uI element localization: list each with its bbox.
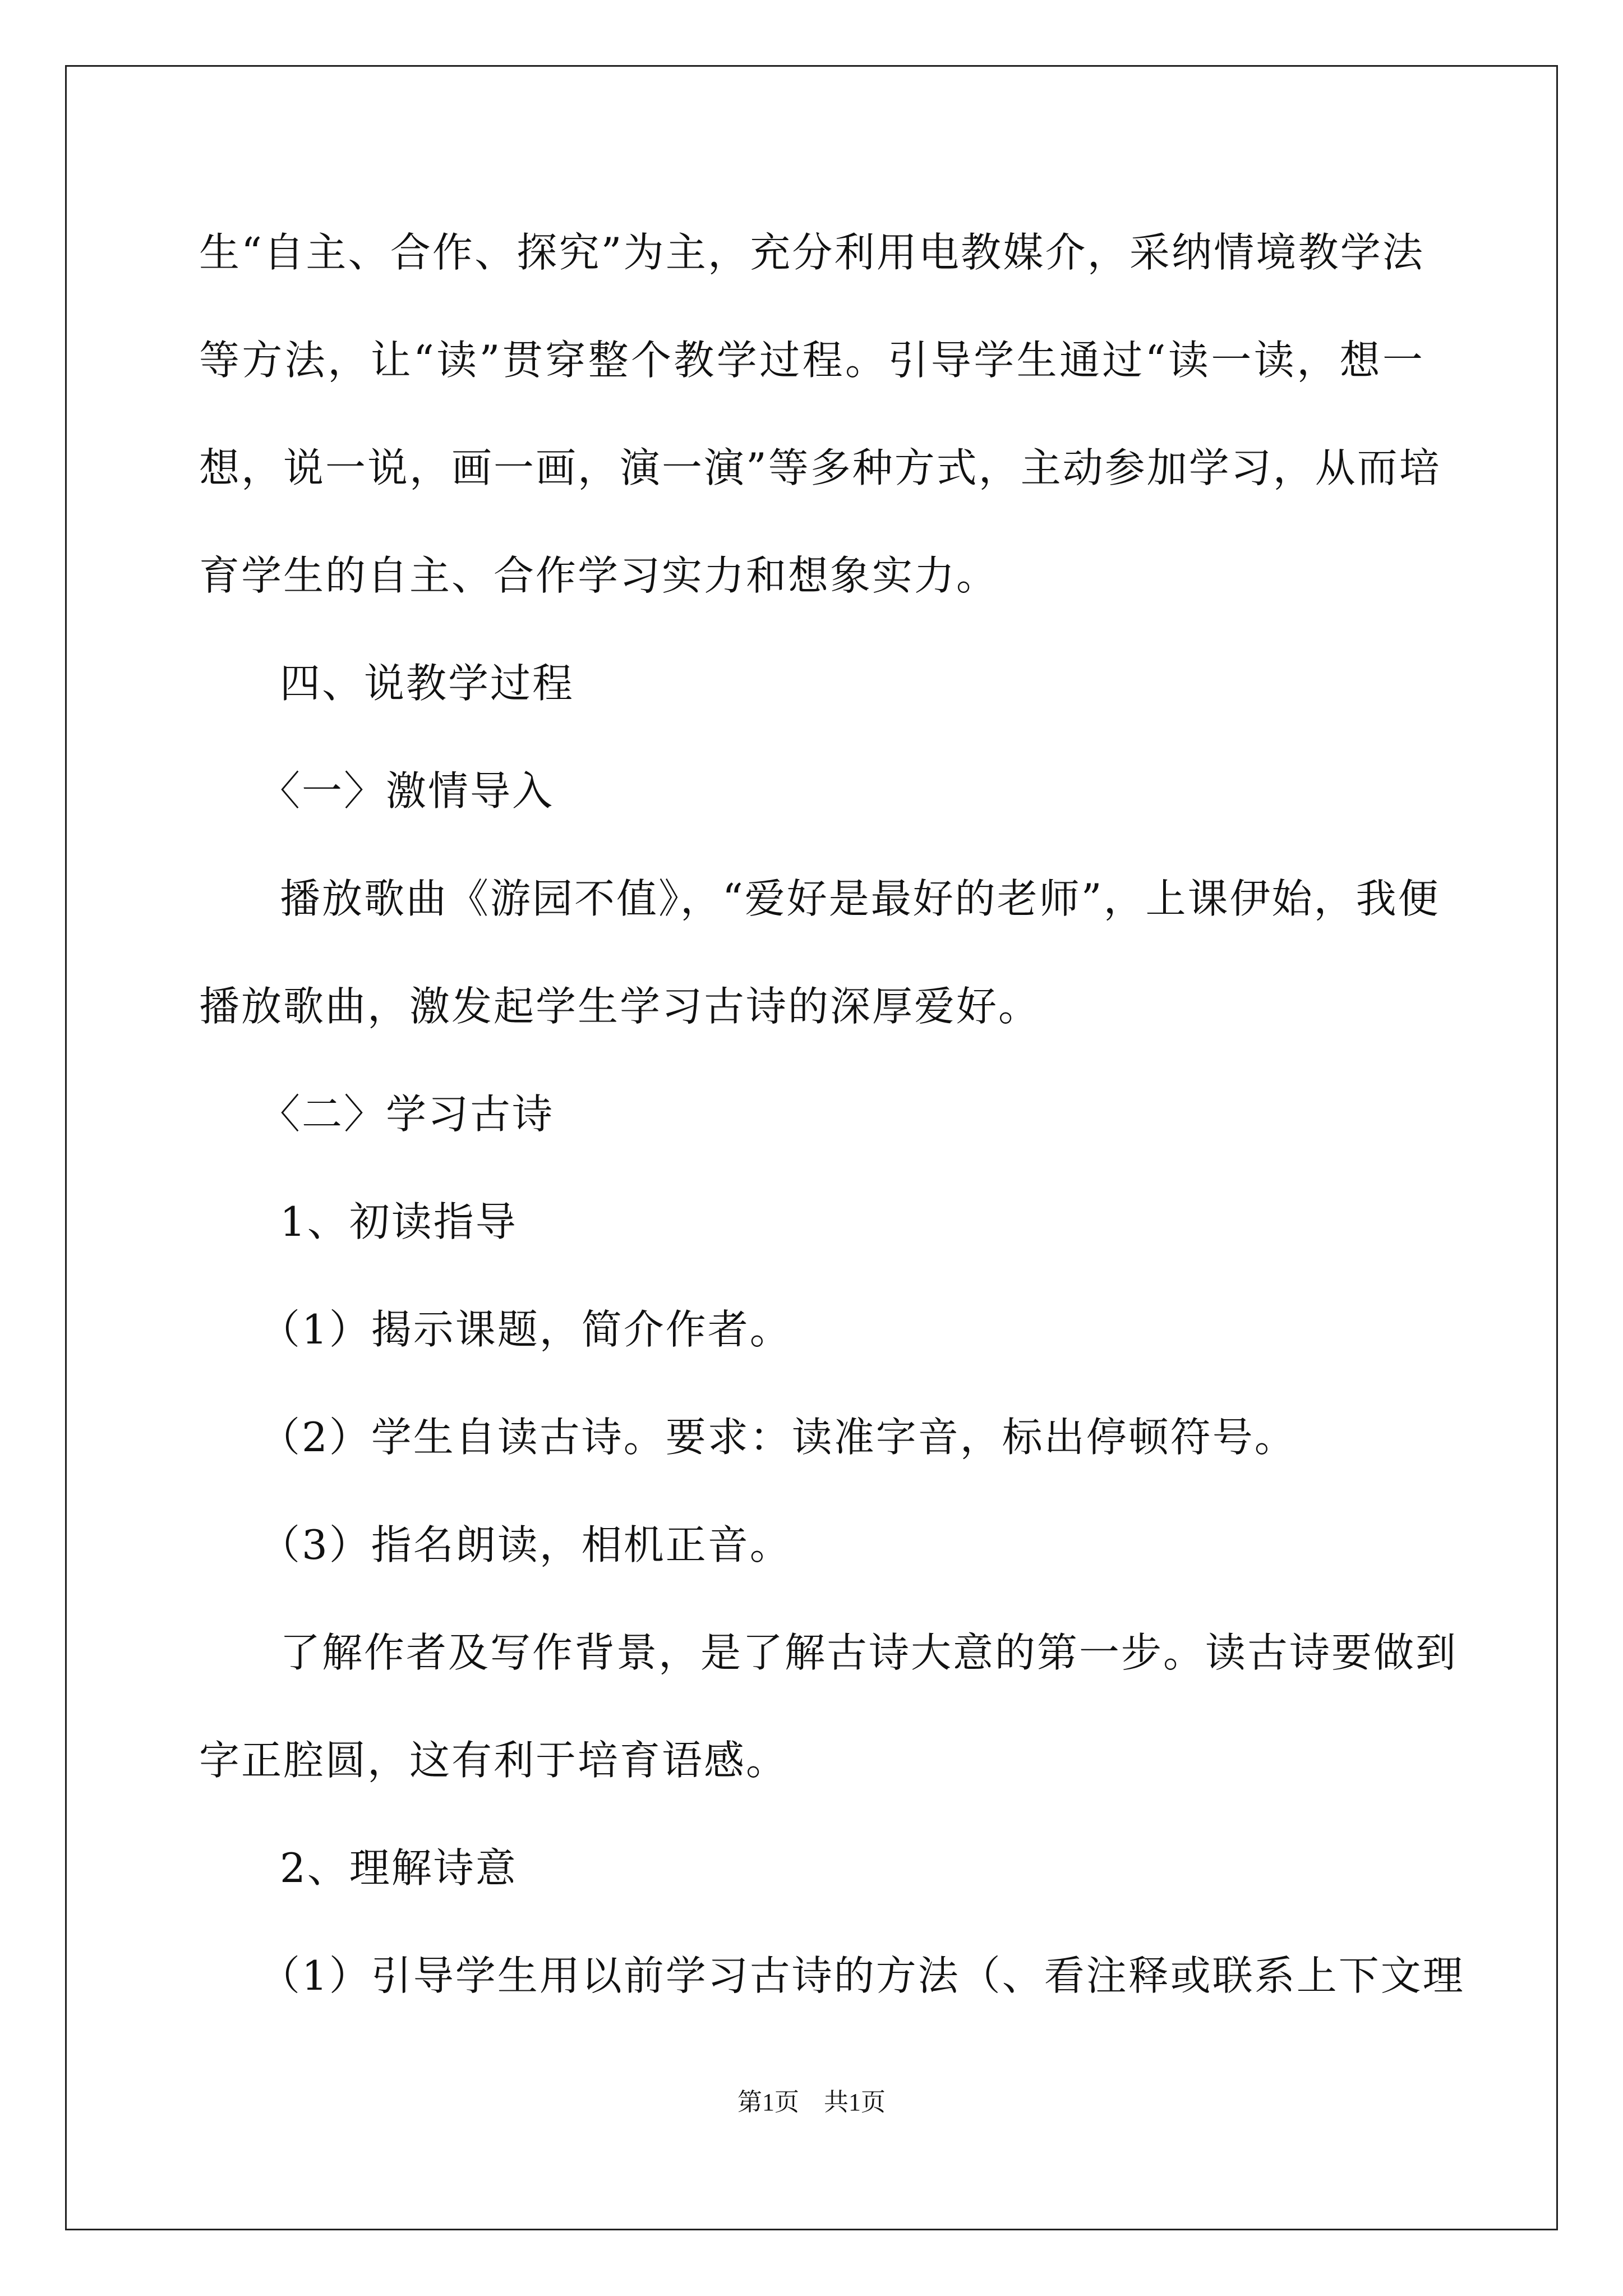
page-border [65,65,1558,2230]
paragraph-line: 等方法，让“读”贯穿整个教学过程。引导学生通过“读一读，想一 [199,337,1424,384]
list-item: （1）揭示课题，简介作者。 [260,1306,792,1353]
paragraph-line: 了解作者及写作背景，是了解古诗大意的第一步。读古诗要做到 [280,1629,1458,1676]
paragraph-line: 字正腔圆，这有利于培育语感。 [199,1737,789,1784]
list-heading: 1、初读指导 [280,1198,518,1245]
paragraph-line: 育学生的自主、合作学习实力和想象实力。 [199,552,999,599]
paragraph-line: 想，说一说，画一画，演一演”等多种方式，主动参加学习，从而培 [199,444,1441,491]
paragraph-line: 播放歌曲《游园不值》，“爱好是最好的老师”，上课伊始，我便 [280,875,1440,922]
subsection-heading: 〈二〉学习古诗 [260,1091,555,1138]
list-item: （2）学生自读古诗。要求：读准字音，标出停顿符号。 [260,1414,1297,1461]
page-footer: 第1页 共1页 [737,2088,886,2116]
paragraph-line: 播放歌曲，激发起学生学习古诗的深厚爱好。 [199,983,1041,1030]
list-item: （3）指名朗读，相机正音。 [260,1521,792,1568]
list-item: （1）引导学生用以前学习古诗的方法（、看注释或联系上下文理 [260,1952,1465,1999]
subsection-heading: 〈一〉激情导入 [260,767,555,815]
section-heading: 四、说教学过程 [280,660,575,707]
paragraph-line: 生“自主、合作、探究”为主，充分利用电教媒介，采纳情境教学法 [199,229,1424,276]
list-heading: 2、理解诗意 [280,1844,518,1892]
